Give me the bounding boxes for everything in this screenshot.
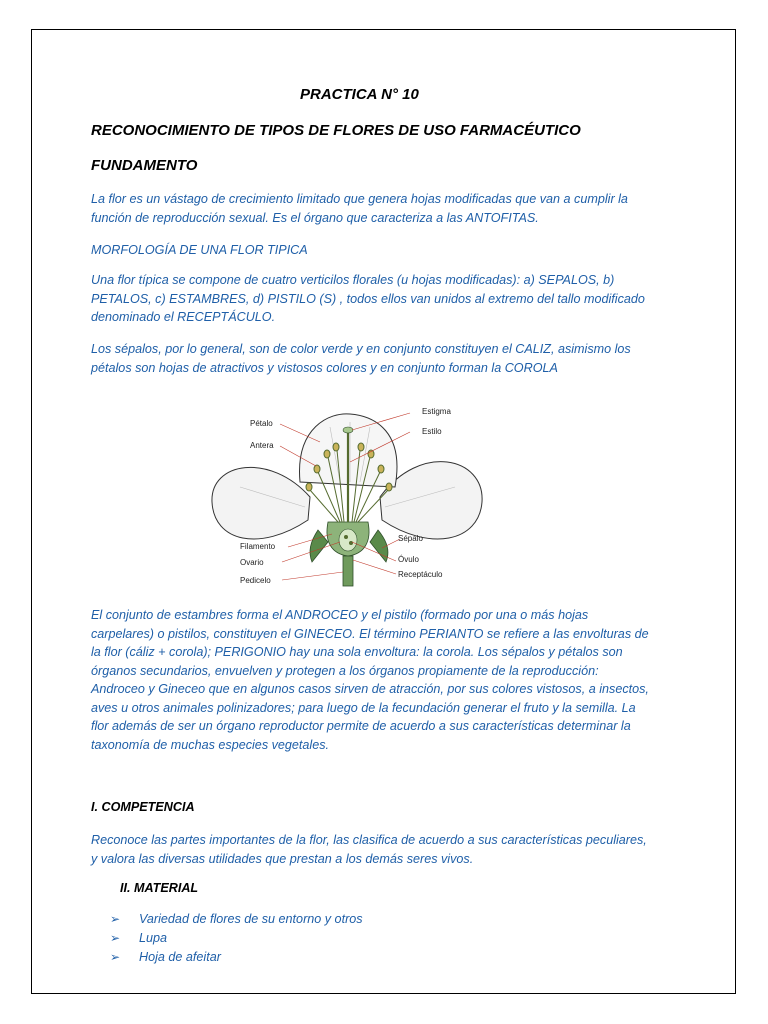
arrow-bullet-icon: ➢ <box>110 950 121 964</box>
left-sepal <box>310 530 328 562</box>
right-sepal <box>370 530 388 562</box>
flower-diagram <box>200 402 500 592</box>
list-item: ➢ Lupa <box>110 929 363 948</box>
material-heading: II. MATERIAL <box>120 881 199 895</box>
document-subtitle: RECONOCIMIENTO DE TIPOS DE FLORES DE USO FARMACÉUTICO <box>91 122 581 139</box>
label-ovario: Ovario <box>240 558 264 567</box>
fundamento-heading: FUNDAMENTO <box>91 157 198 174</box>
morphology-heading: MORFOLOGÍA DE UNA FLOR TIPICA <box>91 243 308 257</box>
label-filamento: Filamento <box>240 542 276 551</box>
paragraph-sepals: Los sépalos, por lo general, son de color verde y en conjunto constituyen el CALIZ, asimismo los pétalos son hojas de atractivos y vistosos colores y en conjunto forman la COROLA <box>91 342 631 375</box>
paragraph-definition: La flor es un vástago de crecimiento limitado que genera hojas modificadas que van a cumplir la función de reproducción sexual. Es el órgano que caracteriza a las ANTOFITAS. <box>91 192 628 225</box>
label-sepalo: Sépalo <box>398 534 423 543</box>
label-petalo: Pétalo <box>250 419 273 428</box>
arrow-bullet-icon: ➢ <box>110 931 121 945</box>
page-title: PRACTICA N° 10 <box>300 86 419 103</box>
list-item: ➢ Hoja de afeitar <box>110 948 363 967</box>
paragraph-morphology: Una flor típica se compone de cuatro verticilos florales (u hojas modificadas): a) SEPALOS, b) PETALOS, c) ESTAMBRES, d) PISTILO (S) , todos ellos van unidos al extremo del tallo modificado denominado el RECEPTÁCULO. <box>91 273 645 324</box>
left-petal <box>212 467 310 539</box>
flower-illustration <box>200 402 500 592</box>
pedicel <box>343 556 353 586</box>
competencia-heading: I. COMPETENCIA <box>91 800 195 814</box>
arrow-bullet-icon: ➢ <box>110 912 121 926</box>
paragraph-competencia: Reconoce las partes importantes de la flor, las clasifica de acuerdo a sus características peculiares, y valora las diversas utilidades que prestan a los demás seres vivos. <box>91 833 647 866</box>
label-receptaculo: Receptáculo <box>398 570 443 579</box>
label-antera: Antera <box>250 441 274 450</box>
label-estilo: Estilo <box>422 427 442 436</box>
label-pedicelo: Pedicelo <box>240 576 271 585</box>
label-estigma: Estigma <box>422 407 451 416</box>
paragraph-androceo: El conjunto de estambres forma el ANDROCEO y el pistilo (formado por una o más hojas carpelares) o pistilos, constituyen el GINECEO. El término PERIANTO se refiere a las envolturas de la flor (cáliz + corola); PERIGONIO hay una sola envoltura: la corola. Los sépalos y pétalos son órganos secundarios, envuelven y protegen a los órganos propiamente de la reproducción: Androceo y Gineceo que en algunos casos sirven de atracción, por sus colores vistosos, a insectos, aves u otros animales polinizadores; para luego de la fecundación generar el fruto y la semilla. La flor además de ser un órgano reproductor permite de acuerdo a sus características determinar la taxonomía de muchas especies vegetales. <box>91 608 649 752</box>
label-ovulo: Óvulo <box>398 555 419 564</box>
list-item: ➢ Variedad de flores de su entorno y otros <box>110 910 363 929</box>
material-list <box>110 910 363 967</box>
